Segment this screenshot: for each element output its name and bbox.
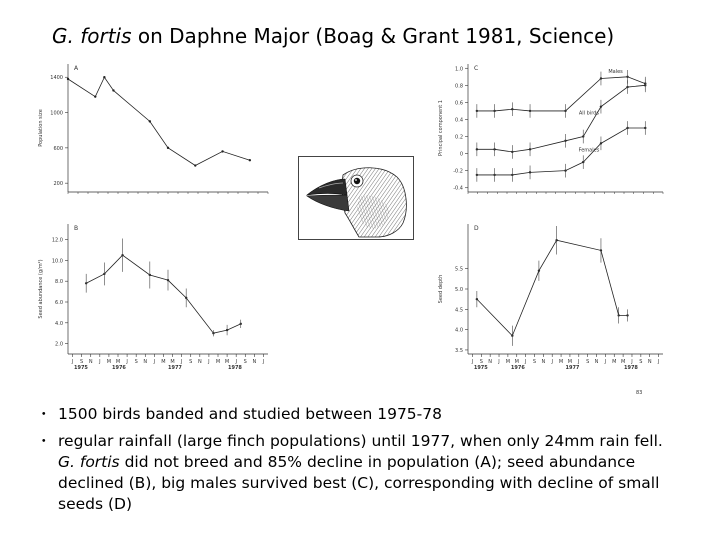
data-point <box>194 164 196 166</box>
chart-panel-c <box>430 58 675 208</box>
x-tick-label: N <box>252 359 257 365</box>
x-tick-label: N <box>594 359 599 365</box>
x-year-label: 1978 <box>624 365 638 371</box>
chart-a <box>30 58 280 208</box>
x-tick-label: J <box>71 359 74 365</box>
x-tick-label: M <box>170 359 175 365</box>
x-tick-label: N <box>541 359 546 365</box>
title-rest: on Daphne Major (Boag & Grant 1981, Science) <box>131 24 615 48</box>
x-tick-label: J <box>498 359 500 365</box>
y-tick-label: 1.0 <box>455 66 463 73</box>
x-tick-label: S <box>639 359 643 365</box>
x-tick-label: N <box>197 359 202 365</box>
data-point <box>94 95 96 97</box>
x-tick-label: J <box>235 359 237 365</box>
x-tick-label: M <box>567 359 573 365</box>
y-tick-label: -0.2 <box>453 168 463 175</box>
bullet-text-part-a: regular rainfall (large finch populations) until 1977, when only 24mm rain fell. <box>58 432 663 450</box>
chart-panel-a <box>30 58 280 208</box>
slide-title <box>52 24 614 48</box>
x-tick-label: J <box>551 359 553 365</box>
panel-letter: D <box>474 225 479 232</box>
y-tick-label: 0.4 <box>455 117 463 124</box>
y-tick-label: 0.2 <box>455 134 463 141</box>
y-tick-label: 12.0 <box>51 237 63 244</box>
data-point <box>112 89 114 91</box>
y-axis-label: Principal component 1 <box>438 100 444 156</box>
y-tick-label: 4.0 <box>455 327 463 334</box>
panel-letter: B <box>74 225 79 232</box>
x-tick-label: M <box>514 359 519 365</box>
y-tick-label: 1400 <box>50 75 63 82</box>
x-year-label: 1975 <box>473 365 488 371</box>
x-year-label: 1978 <box>228 365 242 371</box>
chart-panel-b <box>30 212 280 392</box>
data-point <box>149 120 151 122</box>
x-tick-label: M <box>620 359 626 365</box>
x-tick-label: M <box>106 359 112 365</box>
x-tick-label: J <box>471 359 474 365</box>
series-line <box>477 240 628 335</box>
x-tick-label: J <box>524 359 527 365</box>
x-tick-label: S <box>479 359 483 365</box>
x-tick-label: J <box>262 359 265 365</box>
x-year-label: 1976 <box>112 365 126 371</box>
page-number: 83 <box>636 390 643 396</box>
y-tick-label: 1000 <box>50 110 63 117</box>
x-tick-label: J <box>657 359 660 365</box>
x-tick-label: M <box>115 359 121 365</box>
y-axis-label: Seed depth <box>438 274 444 304</box>
chart-d <box>430 212 675 392</box>
y-tick-label: 4.5 <box>455 307 463 314</box>
x-tick-label: M <box>215 359 221 365</box>
x-tick-label: S <box>134 359 138 365</box>
series-line <box>477 128 645 175</box>
bullet-marker: ・ <box>36 432 52 450</box>
y-tick-label: -0.4 <box>453 185 463 192</box>
series-line <box>477 85 645 152</box>
x-tick-label: S <box>189 359 193 365</box>
x-tick-label: M <box>161 359 166 365</box>
data-point <box>221 150 223 152</box>
panel-letter: A <box>74 65 79 72</box>
y-axis-label: Population size <box>38 109 44 147</box>
data-point <box>249 159 251 161</box>
series-line <box>477 77 645 111</box>
y-tick-label: 0.8 <box>455 83 463 90</box>
series-line <box>86 255 241 333</box>
x-year-label: 1976 <box>510 365 525 371</box>
x-tick-label: J <box>208 359 210 365</box>
y-tick-label: 3.5 <box>455 347 463 354</box>
data-point <box>67 78 69 80</box>
x-tick-label: J <box>153 359 156 365</box>
chart-c <box>430 58 675 208</box>
x-tick-label: M <box>558 359 564 365</box>
y-tick-label: 600 <box>53 145 63 152</box>
x-year-label: 1977 <box>565 365 580 371</box>
x-tick-label: J <box>126 359 128 365</box>
x-tick-label: S <box>80 359 84 365</box>
y-tick-label: 5.5 <box>455 266 463 273</box>
bullet-text: 1500 birds banded and studied between 1975-78 <box>58 405 442 423</box>
y-tick-label: 0 <box>459 151 463 158</box>
x-year-label: 1975 <box>74 365 88 371</box>
bullet-text-part-b: did not breed and 85% decline in population (A); seed abundance declined (B), big males survived best (C), corresponding with decline of small seeds (D) <box>58 453 660 513</box>
y-tick-label: 8.0 <box>55 279 63 286</box>
data-point <box>103 76 105 78</box>
bullet-text <box>58 431 676 515</box>
x-tick-label: M <box>612 359 617 365</box>
x-tick-label: J <box>604 359 607 365</box>
x-tick-label: N <box>647 359 652 365</box>
bullet-item <box>36 431 676 515</box>
bullet-item <box>36 404 676 425</box>
finch-head-image <box>298 156 414 240</box>
series-label: Females <box>578 147 600 154</box>
y-tick-label: 4.0 <box>55 320 63 327</box>
x-tick-label: J <box>180 359 183 365</box>
data-point <box>167 147 169 149</box>
y-tick-label: 200 <box>53 181 63 188</box>
y-tick-label: 0.6 <box>455 100 463 107</box>
x-tick-label: S <box>532 359 537 365</box>
bullet-marker: ・ <box>36 405 52 423</box>
panel-letter: C <box>474 65 479 72</box>
x-year-label: 1977 <box>168 365 182 371</box>
y-tick-label: 2.0 <box>55 341 63 348</box>
finch-head-drawing <box>299 157 413 239</box>
chart-b <box>30 212 280 392</box>
x-tick-label: N <box>143 359 148 365</box>
x-tick-label: J <box>99 359 101 365</box>
y-axis-label: Seed abundance (g/m²) <box>38 259 44 319</box>
bullet-text-species: G. fortis <box>58 453 120 471</box>
x-tick-label: N <box>88 359 93 365</box>
x-tick-label: S <box>586 359 590 365</box>
x-tick-label: N <box>488 359 493 365</box>
x-tick-label: J <box>631 359 633 365</box>
title-species: G. fortis <box>52 24 132 48</box>
bullet-list <box>36 404 676 521</box>
x-tick-label: M <box>224 359 230 365</box>
y-tick-label: 10.0 <box>51 258 63 265</box>
x-tick-label: M <box>505 359 511 365</box>
x-tick-label: J <box>578 359 580 365</box>
chart-panel-d <box>430 212 675 392</box>
series-label: All birds <box>578 110 600 117</box>
y-tick-label: 6.0 <box>55 300 63 306</box>
series-label: Males <box>608 68 623 75</box>
x-tick-label: S <box>243 359 247 365</box>
y-tick-label: 5.0 <box>455 287 463 293</box>
